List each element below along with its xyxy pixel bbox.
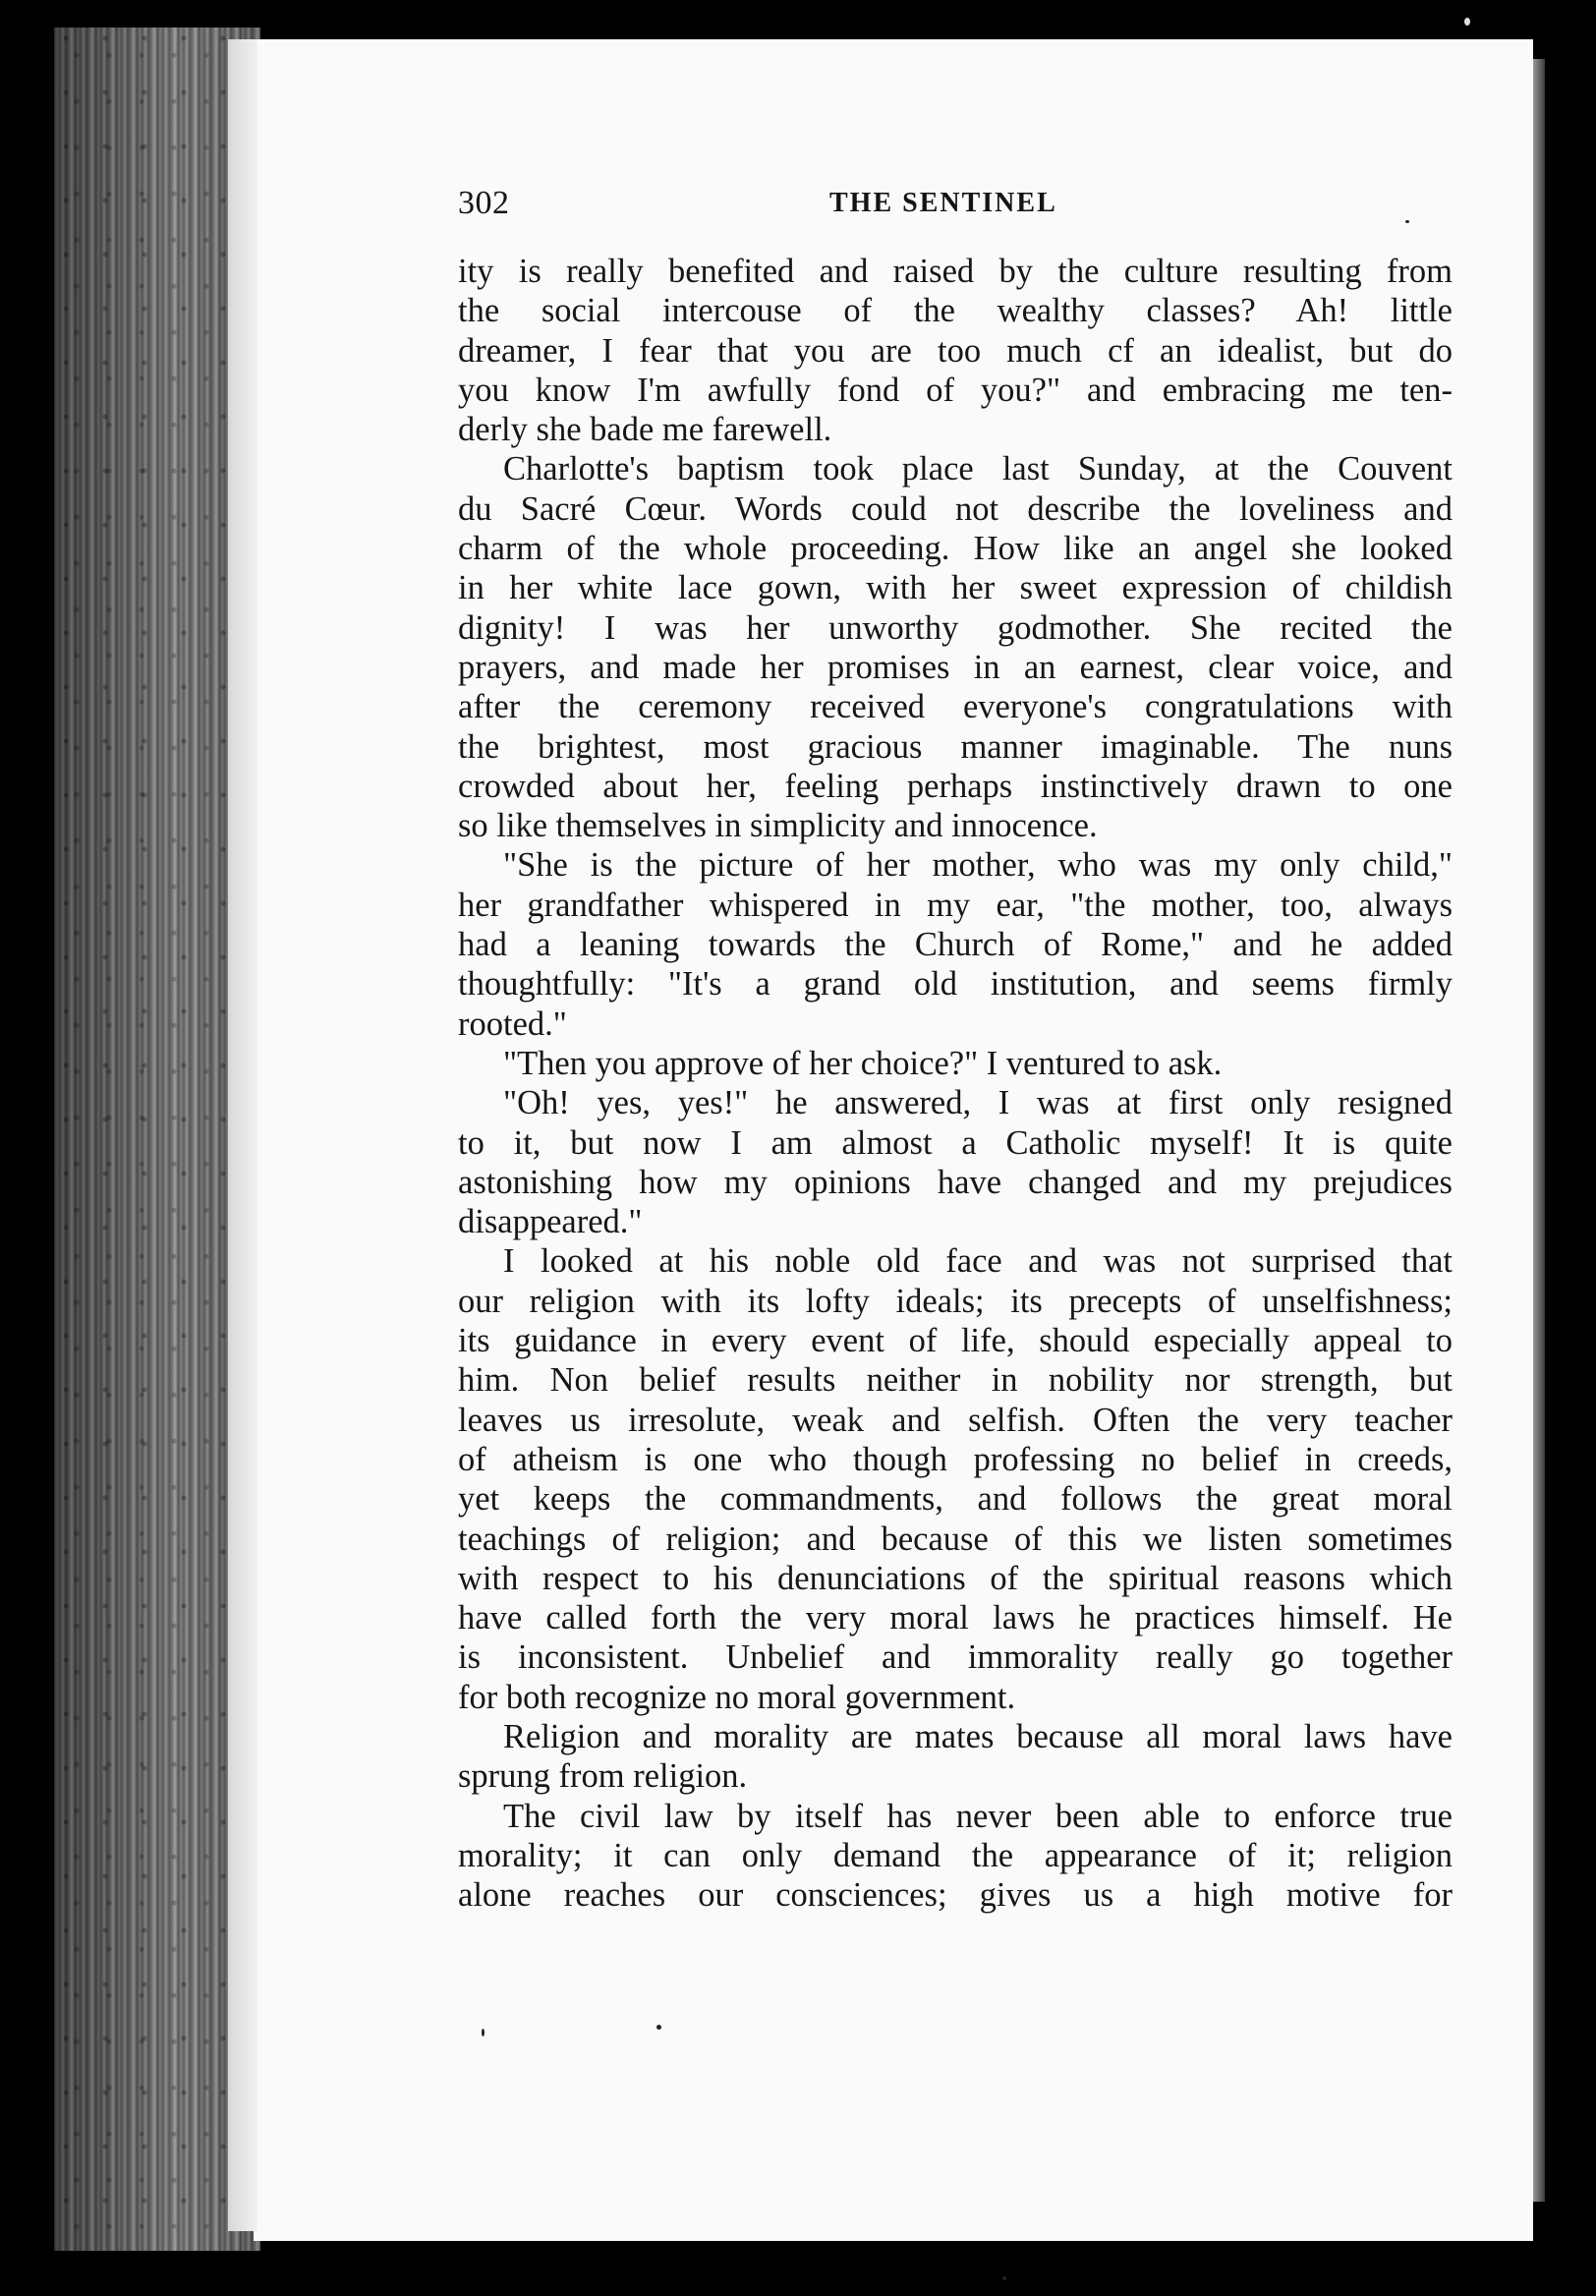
dust-speck [1464,18,1470,26]
gutter-shadow [228,39,257,2231]
text-line: thoughtfully: "It's a grand old institution, and seems firmly [458,965,1453,1004]
text-line: yet keeps the commandments, and follows the great moral [458,1480,1453,1519]
text-line: rooted." [458,1004,567,1043]
page-number: 302 [458,185,510,221]
text-line: with respect to his denunciations of the spiritual reasons which [458,1559,1453,1597]
text-line: had a leaning towards the Church of Rome," and he added [458,926,1453,964]
text-line: so like themselves in simplicity and innocence. [458,807,1098,845]
text-line: "She is the picture of her mother, who was my only child," [503,846,1453,885]
page-right-edge [1533,59,1545,2202]
text-line: "Then you approve of her choice?" I ventured to ask. [503,1044,1223,1082]
text-line: disappeared." [458,1203,643,1241]
text-line: Charlotte's baptism took place last Sunday, at the Couvent [503,450,1453,488]
dust-speck [482,2029,484,2037]
text-line: our religion with its lofty ideals; its precepts of unselfishness; [458,1282,1453,1320]
text-line: is inconsistent. Unbelief and immorality really go together [458,1638,1453,1677]
text-line: after the ceremony received everyone's congratulations with [458,688,1453,726]
text-line: du Sacré Cœur. Words could not describe the loveliness and [458,489,1453,528]
text-line: of atheism is one who though professing no belief in creeds, [458,1440,1453,1478]
text-line: morality; it can only demand the appearance of it; religion [458,1836,1453,1874]
text-line: sprung from religion. [458,1757,748,1796]
running-header [458,185,1107,228]
text-line: the social intercouse of the wealthy classes? Ah! little [458,292,1453,330]
text-line: ity is really benefited and raised by the culture resulting from [458,253,1453,290]
text-line: prayers, and made her promises in an earnest, clear voice, and [458,648,1453,686]
text-line: charm of the whole proceeding. How like an angel she looked [458,530,1453,568]
dust-speck [656,2025,661,2030]
text-line: have called forth the very moral laws he practices himself. He [458,1599,1453,1637]
text-line: Religion and morality are mates because all moral laws have [503,1717,1453,1755]
body-text [458,252,1453,1915]
text-line: alone reaches our consciences; gives us a high motive for [458,1876,1453,1915]
text-line: The civil law by itself has never been able to enforce true [503,1797,1453,1835]
text-line: dignity! I was her unworthy godmother. She recited the [458,608,1453,647]
running-title: THE SENTINEL [829,188,1057,218]
text-line: her grandfather whispered in my ear, "the mother, too, always [458,886,1453,924]
text-line: the brightest, most gracious manner imaginable. The nuns [458,727,1453,766]
text-line: dreamer, I fear that you are too much cf an idealist, but do [458,331,1453,370]
text-line: I looked at his noble old face and was not surprised that [503,1242,1453,1281]
text-line: "Oh! yes, yes!" he answered, I was at first only resigned [503,1084,1453,1122]
text-line: him. Non belief results neither in nobility nor strength, but [458,1361,1453,1400]
text-line: derly she bade me farewell. [458,411,832,449]
text-line: crowded about her, feeling perhaps instinctively drawn to one [458,767,1453,805]
text-line: teachings of religion; and because of this we listen sometimes [458,1520,1453,1558]
text-line: leaves us irresolute, weak and selfish. Often the very teacher [458,1401,1453,1439]
text-line: you know I'm awfully fond of you?" and embracing me ten- [458,371,1453,409]
text-line: its guidance in every event of life, should especially appeal to [458,1322,1453,1360]
dust-speck [1405,220,1409,223]
dust-speck [1002,2276,1006,2280]
text-line: to it, but now I am almost a Catholic myself! It is quite [458,1123,1453,1162]
text-line: for both recognize no moral government. [458,1678,1016,1716]
text-line: in her white lace gown, with her sweet expression of childish [458,569,1453,607]
text-line: astonishing how my opinions have changed and my prejudices [458,1163,1453,1201]
